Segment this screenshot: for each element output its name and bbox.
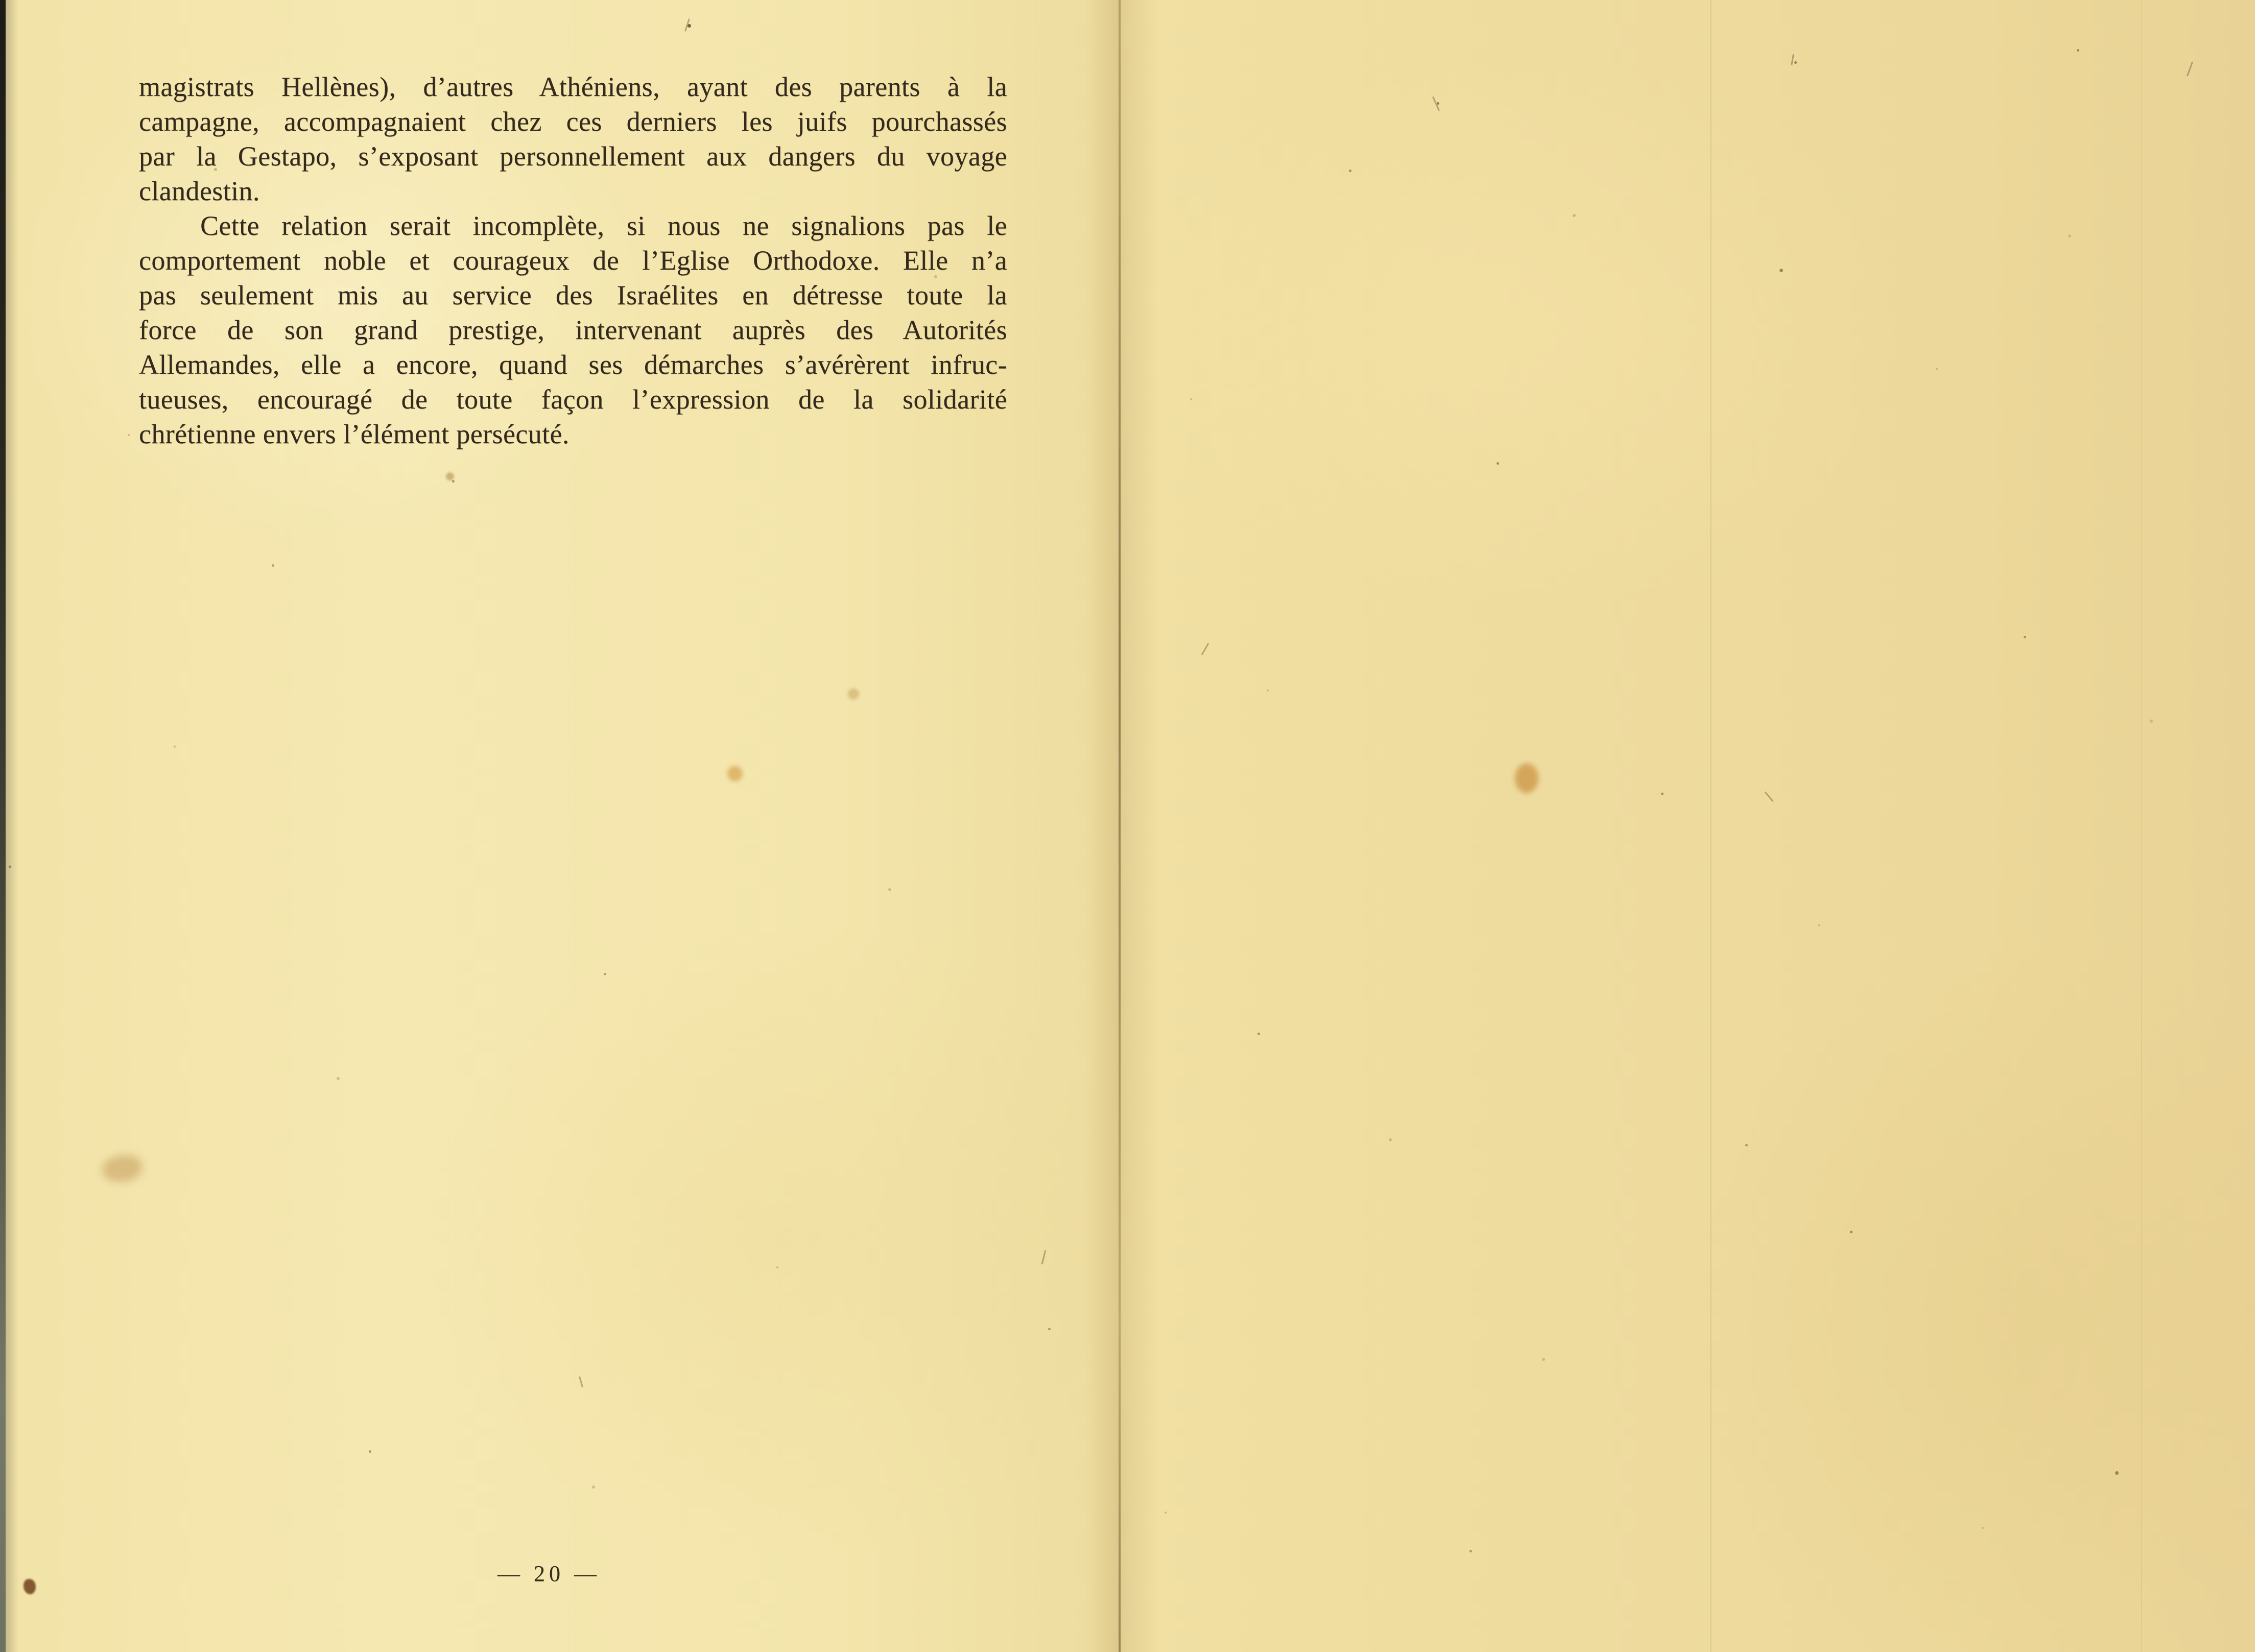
text-line: magistrats Hellènes), d’autres Athéniens, ayant des parents à la bbox=[139, 71, 1007, 102]
text-line: tueuses, encouragé de toute façon l’expression de la solidarité bbox=[139, 384, 1007, 415]
scan-edge-left bbox=[0, 0, 6, 1652]
text-line: par la Gestapo, s’exposant personnellement aux dangers du voyage bbox=[139, 141, 1007, 172]
text-line: force de son grand prestige, intervenant auprès des Autorités bbox=[139, 315, 1007, 345]
text-line: Cette relation serait incomplète, si nous ne signalions pas le bbox=[200, 210, 1007, 241]
text-line: chrétienne envers l’élément persécuté. bbox=[139, 419, 569, 449]
gutter-shadow bbox=[1083, 0, 1159, 1652]
text-line: pas seulement mis au service des Israélites en détresse toute la bbox=[139, 280, 1007, 310]
paper-crease-faint bbox=[2141, 0, 2142, 1652]
paragraph-2 bbox=[139, 208, 1007, 451]
gutter-crease-line bbox=[1119, 0, 1121, 1652]
right-page bbox=[1121, 0, 2255, 1652]
left-page-text-block bbox=[139, 69, 1007, 451]
left-page bbox=[0, 0, 1121, 1652]
text-line: comportement noble et courageux de l’Eglise Orthodoxe. Elle n’a bbox=[139, 245, 1007, 276]
page-number: — 20 — bbox=[497, 1561, 601, 1586]
scan-edge-left-shadow bbox=[6, 0, 19, 1652]
paper-crease-faint bbox=[1710, 0, 1712, 1652]
text-line: campagne, accompagnaient chez ces derniers les juifs pourchassés bbox=[139, 106, 1007, 137]
paragraph-1 bbox=[139, 69, 1007, 208]
text-line: clandestin. bbox=[139, 176, 260, 206]
text-line: Allemandes, elle a encore, quand ses démarches s’avérèrent infruc- bbox=[139, 349, 1007, 380]
